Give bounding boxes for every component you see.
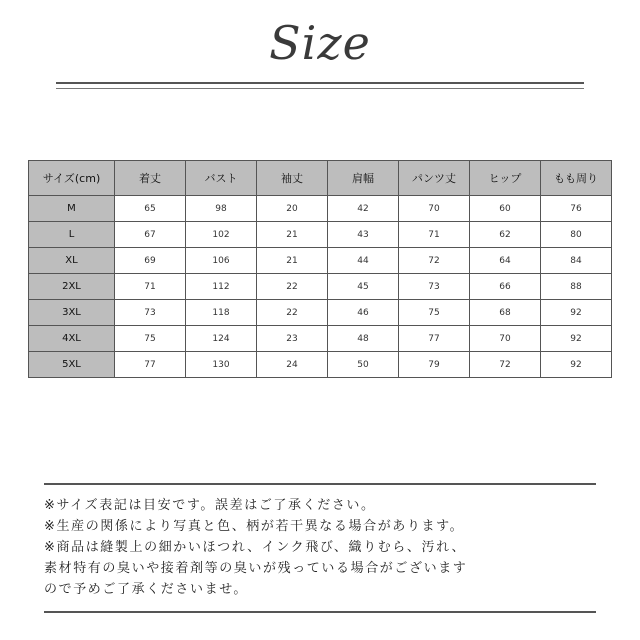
table-cell: 24 — [257, 352, 328, 378]
table-cell: 77 — [399, 326, 470, 352]
table-cell: 118 — [186, 300, 257, 326]
table-cell: 45 — [328, 274, 399, 300]
table-cell: 76 — [541, 196, 612, 222]
header-size: サイズ(cm) — [29, 161, 115, 196]
size-table — [28, 160, 612, 378]
table-cell: 60 — [470, 196, 541, 222]
table-cell: 62 — [470, 222, 541, 248]
table-row — [29, 248, 612, 274]
table-cell: 130 — [186, 352, 257, 378]
header-hip: ヒップ — [470, 161, 541, 196]
row-size-label: 5XL — [29, 352, 115, 378]
size-table-header-row — [29, 161, 612, 196]
note-line: 素材特有の臭いや接着剤等の臭いが残っている場合がございます — [44, 561, 468, 576]
table-cell: 67 — [115, 222, 186, 248]
table-row — [29, 196, 612, 222]
table-cell: 102 — [186, 222, 257, 248]
header-shoulder: 肩幅 — [328, 161, 399, 196]
note-line: ※生産の関係により写真と色、柄が若干異なる場合があります。 — [44, 519, 465, 534]
row-size-label: 2XL — [29, 274, 115, 300]
table-cell: 92 — [541, 300, 612, 326]
table-cell: 48 — [328, 326, 399, 352]
table-cell: 21 — [257, 222, 328, 248]
table-cell: 73 — [399, 274, 470, 300]
row-size-label: M — [29, 196, 115, 222]
table-cell: 92 — [541, 326, 612, 352]
table-row — [29, 300, 612, 326]
table-cell: 22 — [257, 300, 328, 326]
table-cell: 112 — [186, 274, 257, 300]
table-cell: 50 — [328, 352, 399, 378]
row-size-label: L — [29, 222, 115, 248]
table-row — [29, 352, 612, 378]
table-cell: 98 — [186, 196, 257, 222]
table-cell: 73 — [115, 300, 186, 326]
header-pants-length: パンツ丈 — [399, 161, 470, 196]
table-cell: 77 — [115, 352, 186, 378]
table-cell: 88 — [541, 274, 612, 300]
table-cell: 72 — [399, 248, 470, 274]
table-row — [29, 274, 612, 300]
table-cell: 106 — [186, 248, 257, 274]
table-cell: 84 — [541, 248, 612, 274]
title-divider-top — [56, 82, 584, 84]
table-cell: 21 — [257, 248, 328, 274]
table-cell: 69 — [115, 248, 186, 274]
table-cell: 64 — [470, 248, 541, 274]
table-cell: 46 — [328, 300, 399, 326]
header-sleeve: 袖丈 — [257, 161, 328, 196]
table-cell: 44 — [328, 248, 399, 274]
table-cell: 71 — [399, 222, 470, 248]
header-bust: バスト — [186, 161, 257, 196]
table-cell: 72 — [470, 352, 541, 378]
table-cell: 75 — [115, 326, 186, 352]
table-cell: 92 — [541, 352, 612, 378]
table-cell: 71 — [115, 274, 186, 300]
header-thigh: もも周り — [541, 161, 612, 196]
row-size-label: XL — [29, 248, 115, 274]
table-cell: 80 — [541, 222, 612, 248]
row-size-label: 4XL — [29, 326, 115, 352]
table-row — [29, 222, 612, 248]
note-line: ※商品は縫製上の細かいほつれ、インク飛び、織りむら、汚れ、 — [44, 540, 467, 555]
page-title: Size — [269, 16, 371, 70]
table-cell: 22 — [257, 274, 328, 300]
row-size-label: 3XL — [29, 300, 115, 326]
note-line: ※サイズ表記は目安です。誤差はご了承ください。 — [44, 498, 376, 513]
table-cell: 65 — [115, 196, 186, 222]
table-cell: 66 — [470, 274, 541, 300]
table-cell: 43 — [328, 222, 399, 248]
table-cell: 70 — [470, 326, 541, 352]
table-cell: 124 — [186, 326, 257, 352]
table-cell: 20 — [257, 196, 328, 222]
title-divider-bottom — [56, 88, 584, 89]
header-length: 着丈 — [115, 161, 186, 196]
table-cell: 70 — [399, 196, 470, 222]
notes-box — [44, 483, 596, 613]
table-cell: 68 — [470, 300, 541, 326]
table-cell: 23 — [257, 326, 328, 352]
table-cell: 75 — [399, 300, 470, 326]
table-cell: 42 — [328, 196, 399, 222]
note-line: ので予めご了承くださいませ。 — [44, 582, 249, 597]
table-cell: 79 — [399, 352, 470, 378]
table-row — [29, 326, 612, 352]
